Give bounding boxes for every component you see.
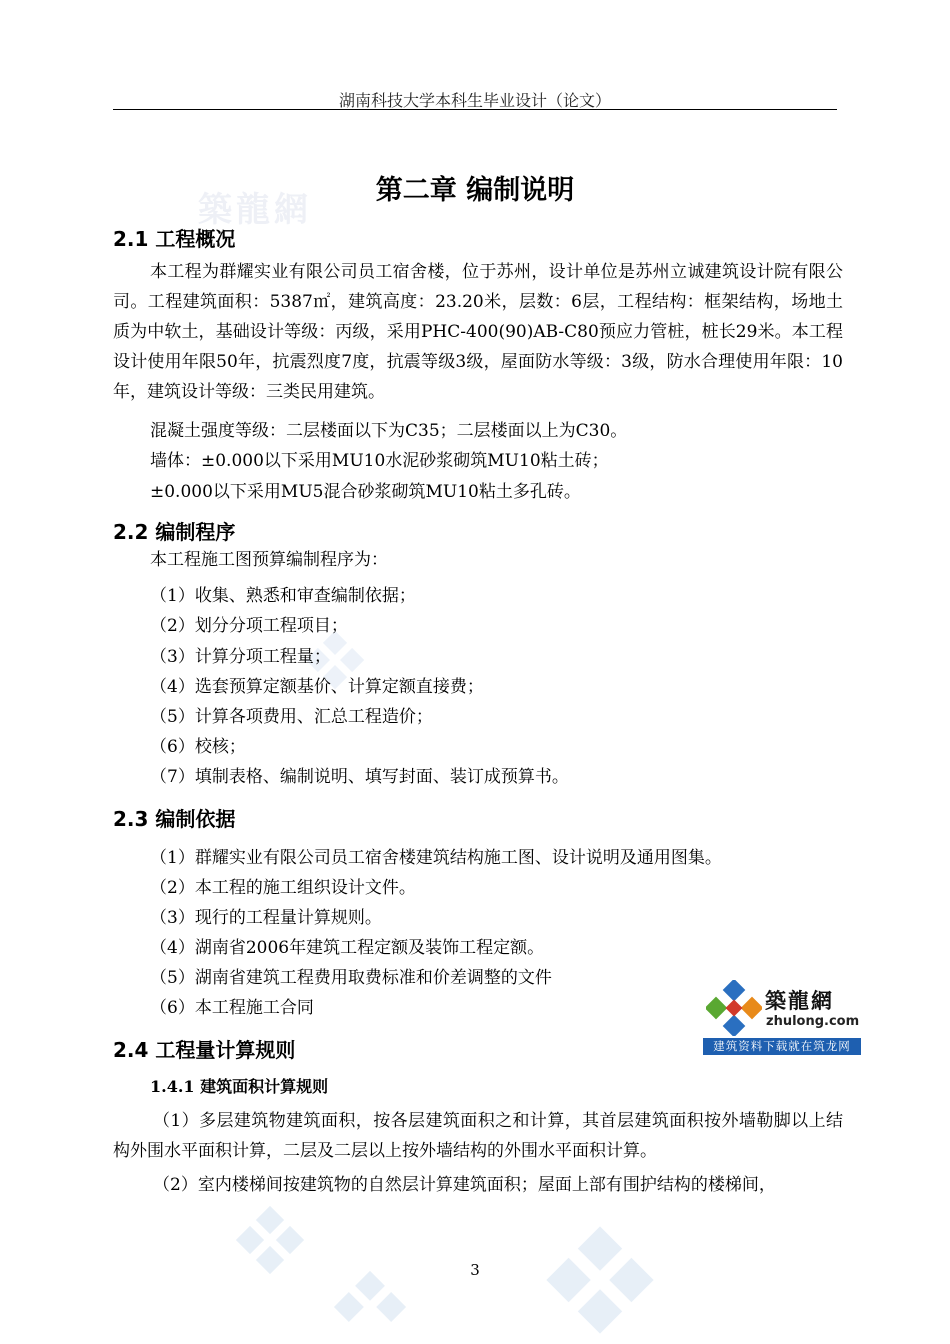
basis-item: （6）本工程施工合同 (150, 998, 314, 1018)
procedure-item: （6）校核； (150, 737, 246, 757)
procedure-intro: 本工程施工图预算编制程序为： (150, 550, 388, 570)
basis-item: （4）湖南省2006年建筑工程定额及装饰工程定额。 (150, 938, 545, 958)
wall-line-2: ±0.000以下采用MU5混合砂浆砌筑MU10粘土多孔砖。 (150, 482, 581, 502)
procedure-item: （1）收集、熟悉和审查编制依据； (150, 586, 416, 606)
section-heading-2-1: 2.1 工程概况 (113, 227, 236, 251)
logo-url: zhulong.com (766, 1014, 860, 1029)
area-rule-paragraph-1: （1）多层建筑物建筑面积，按各层建筑面积之和计算，其首层建筑面积按外墙勒脚以上结构外围水平面积计算，二层及二层以上按外墙结构的外围水平面积计算。 (113, 1111, 843, 1161)
page-number: 3 (470, 1261, 480, 1279)
watermark-flake-icon (330, 1270, 410, 1344)
procedure-item: （4）选套预算定额基价、计算定额直接费； (150, 677, 484, 697)
procedure-item: （7）填制表格、编制说明、填写封面、装订成预算书。 (150, 767, 569, 787)
procedure-item: （5）计算各项费用、汇总工程造价； (150, 707, 433, 727)
project-overview-paragraph: 本工程为群耀实业有限公司员工宿舍楼，位于苏州，设计单位是苏州立诚建筑设计院有限公司。工程建筑面积：5387㎡，建筑高度：23.20米，层数：6层，工程结构：框架结构，场地土质为中软土，基础设计等级：丙级，采用PHC-400(90)AB-C80预应力管桩，桩长29米。本工程设计使用年限50年，抗震烈度7度，抗震等级3级，屋面防水等级：3级，防水合理使用年限：10年，建筑设计等级：三类民用建筑。 (113, 262, 843, 402)
watermark-flake-icon (545, 1225, 655, 1335)
basis-item: （1）群耀实业有限公司员工宿舍楼建筑结构施工图、设计说明及通用图集。 (150, 848, 722, 868)
watermark-text: 築龍網 (198, 190, 312, 230)
concrete-grade-line: 混凝土强度等级：二层楼面以下为C35；二层楼面以上为C30。 (150, 421, 628, 441)
chapter-title: 第二章 编制说明 (375, 175, 575, 206)
basis-item: （2）本工程的施工组织设计文件。 (150, 878, 416, 898)
basis-item: （3）现行的工程量计算规则。 (150, 908, 382, 928)
logo-slogan-bar: 建筑资料下载就在筑龙网 (703, 1038, 861, 1055)
logo-name: 築龍網 (765, 989, 834, 1013)
zhulong-logo-icon (706, 980, 762, 1036)
procedure-item: （3）计算分项工程量； (150, 647, 331, 667)
area-rule-paragraph-2: （2）室内楼梯间按建筑物的自然层计算建筑面积；屋面上部有围护结构的楼梯间， (153, 1175, 776, 1195)
procedure-item: （2）划分分项工程项目； (150, 616, 348, 636)
section-heading-2-2: 2.2 编制程序 (113, 520, 236, 544)
basis-item: （5）湖南省建筑工程费用取费标准和价差调整的文件 (150, 968, 552, 988)
section-heading-2-3: 2.3 编制依据 (113, 807, 236, 831)
running-header: 湖南科技大学本科生毕业设计（论文） (338, 91, 611, 110)
header-rule (113, 109, 837, 110)
subsection-heading-1-4-1: 1.4.1 建筑面积计算规则 (150, 1077, 329, 1096)
section-heading-2-4: 2.4 工程量计算规则 (113, 1038, 296, 1062)
wall-line-1: 墙体：±0.000以下采用MU10水泥砂浆砌筑MU10粘土砖； (150, 451, 609, 471)
